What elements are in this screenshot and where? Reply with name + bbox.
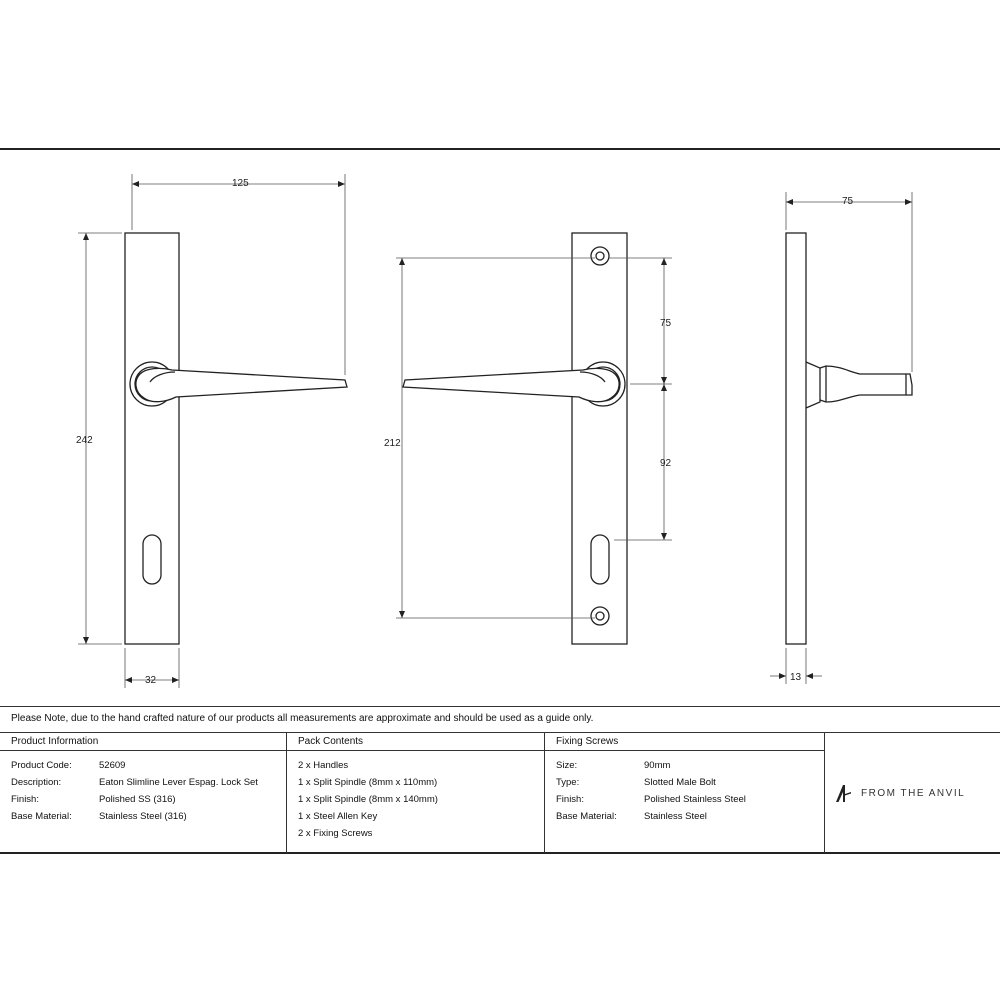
side-lever bbox=[820, 366, 912, 402]
row-value: 90mm bbox=[644, 760, 671, 771]
back-lever bbox=[403, 368, 619, 401]
front-lever bbox=[136, 368, 347, 401]
row-label: Product Code: bbox=[11, 760, 72, 771]
measurement-note: Please Note, due to the hand crafted nature of our products all measurements are approximate and should be used as a guide only. bbox=[0, 706, 1000, 732]
drawing-area bbox=[0, 150, 1000, 710]
front-keyhole bbox=[143, 535, 161, 584]
row-label: Base Material: bbox=[556, 811, 617, 822]
row-value: Slotted Male Bolt bbox=[644, 777, 716, 788]
front-backplate bbox=[125, 233, 179, 644]
pack-contents-list bbox=[298, 757, 438, 842]
row-value: Stainless Steel bbox=[644, 811, 707, 822]
specification-table bbox=[0, 732, 1000, 852]
row-value: 52609 bbox=[99, 760, 126, 771]
product-information-heading: Product Information bbox=[0, 733, 286, 751]
dim-back-lower: 92 bbox=[660, 458, 672, 469]
back-bottom-screw-hole bbox=[591, 607, 609, 625]
side-view bbox=[786, 233, 912, 644]
row-value: Polished Stainless Steel bbox=[644, 794, 746, 805]
brand-logo-group bbox=[835, 783, 965, 803]
side-backplate bbox=[786, 233, 806, 644]
row-value: Stainless Steel (316) bbox=[99, 811, 187, 822]
drawing-svg bbox=[0, 150, 1000, 710]
dim-side-projection: 75 bbox=[842, 196, 854, 207]
dim-front-width: 125 bbox=[232, 178, 249, 189]
pack-item: 1 x Steel Allen Key bbox=[298, 811, 378, 822]
dim-back-upper: 75 bbox=[660, 318, 672, 329]
back-backplate bbox=[572, 233, 627, 644]
pack-contents-section bbox=[287, 733, 545, 853]
dim-back-span: 212 bbox=[384, 438, 401, 449]
dim-plate-width: 32 bbox=[145, 675, 157, 686]
row-value: Eaton Slimline Lever Espag. Lock Set bbox=[99, 777, 258, 788]
pack-item: 1 x Split Spindle (8mm x 140mm) bbox=[298, 794, 438, 805]
row-value: Polished SS (316) bbox=[99, 794, 176, 805]
technical-drawing-sheet bbox=[0, 148, 1000, 854]
row-label: Type: bbox=[556, 777, 580, 788]
dim-side-depth: 13 bbox=[790, 672, 802, 683]
side-rose bbox=[806, 362, 820, 408]
product-information-section bbox=[0, 733, 287, 853]
front-view bbox=[125, 233, 347, 644]
pack-contents-heading: Pack Contents bbox=[287, 733, 544, 751]
pack-item: 2 x Handles bbox=[298, 760, 349, 771]
back-keyhole bbox=[591, 535, 609, 584]
back-view bbox=[403, 233, 627, 644]
fixing-screws-heading: Fixing Screws bbox=[545, 733, 824, 751]
row-label: Finish: bbox=[11, 794, 39, 805]
pack-item: 1 x Split Spindle (8mm x 110mm) bbox=[298, 777, 438, 788]
anvil-a-logo-icon bbox=[835, 783, 853, 803]
brand-block bbox=[825, 733, 1000, 853]
row-label: Finish: bbox=[556, 794, 584, 805]
back-top-screw-hole bbox=[591, 247, 609, 265]
brand-name: FROM THE ANVIL bbox=[861, 787, 966, 799]
row-label: Base Material: bbox=[11, 811, 72, 822]
fixing-screws-section bbox=[545, 733, 825, 853]
pack-item: 2 x Fixing Screws bbox=[298, 828, 373, 839]
row-label: Size: bbox=[556, 760, 578, 771]
dim-front-height: 242 bbox=[76, 435, 93, 446]
row-label: Description: bbox=[11, 777, 62, 788]
